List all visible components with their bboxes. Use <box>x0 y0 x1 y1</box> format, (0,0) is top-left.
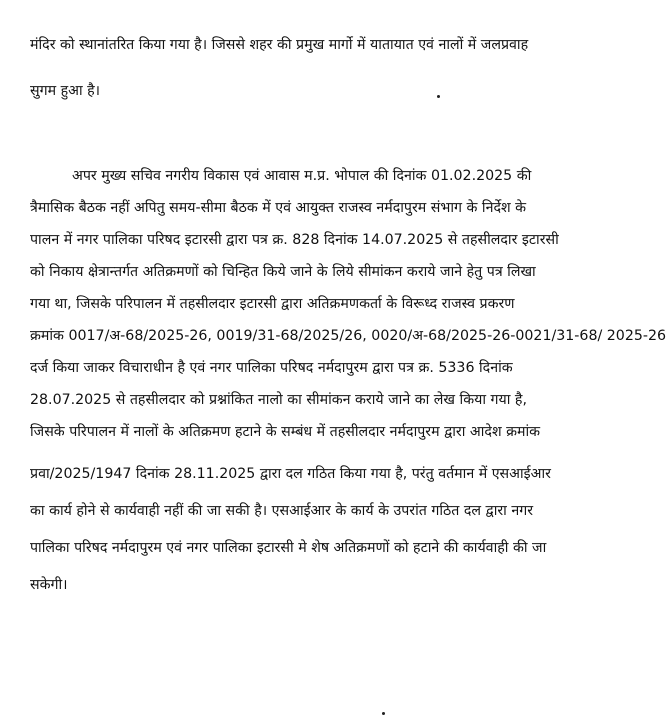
paragraph-2-line-6: क्रमांक 0017/अ-68/2025-26, 0019/31-68/2025/26, 0020/अ-68/2025-26-0021/31-68/ 2025-26 <box>30 328 666 344</box>
paragraph-2-line-3: पालन में नगर पालिका परिषद इटारसी द्वारा पत्र क्र. 828 दिनांक 14.07.2025 से तहसीलदार इटारसी <box>30 232 559 248</box>
paragraph-1 <box>30 29 575 107</box>
paragraph-2-line-1: अपर मुख्य सचिव नगरीय विकास एवं आवास म.प्र. भोपाल की दिनांक 01.02.2025 की <box>72 168 532 184</box>
paragraph-2 <box>30 160 666 601</box>
paragraph-2-line-12: पालिका परिषद नर्मदापुरम एवं नगर पालिका इटारसी मे शेष अतिक्रमणों को हटाने की कार्यवाही की जा <box>30 540 547 556</box>
paragraph-2-line-13: सकेगी। <box>30 577 68 593</box>
paragraph-2-line-5: गया था, जिसके परिपालन में तहसीलदार इटारसी द्वारा अतिक्रमणकर्ता के विरूध्द राजस्व प्रकरण <box>30 296 515 312</box>
paragraph-2-line-7: दर्ज किया जाकर विचाराधीन है एवं नगर पालिका परिषद नर्मदापुरम द्वारा पत्र क्र. 5336 दिनांक <box>30 360 513 376</box>
paragraph-2-line-2: त्रैमासिक बैठक नहीं अपितु समय-सीमा बैठक में एवं आयुक्त राजस्व नर्मदापुरम संभाग के निर्देश के <box>30 200 527 216</box>
speck-mark <box>437 95 440 98</box>
paragraph-1-line-2: सुगम हुआ है। <box>30 83 101 99</box>
paragraph-2-line-8: 28.07.2025 से तहसीलदार को प्रश्नांकित नालो का सीमांकन कराये जाने का लेख किया गया है, <box>30 392 527 408</box>
paragraph-2-line-4: को निकाय क्षेत्रान्तर्गत अतिक्रमणों को चिन्हित किये जाने के लिये सीमांकन कराये जाने हेतु पत्र लिखा <box>30 264 536 280</box>
speck-mark <box>382 712 385 715</box>
paragraph-2-line-10: प्रवा/2025/1947 दिनांक 28.11.2025 द्वारा दल गठित किया गया है, परंतु वर्तमान में एसआईआर <box>30 466 551 482</box>
paragraph-2-line-9: जिसके परिपालन में नालों के अतिक्रमण हटाने के सम्बंध में तहसीलदार नर्मदापुरम द्वारा आदेश क्रमांक <box>30 424 541 440</box>
paragraph-2-line-11: का कार्य होने से कार्यवाही नहीं की जा सकी है। एसआईआर के कार्य के उपरांत गठित दल द्वारा नगर <box>30 503 534 519</box>
paragraph-1-line-1: मंदिर को स्थानांतरित किया गया है। जिससे शहर की प्रमुख मार्गो में यातायात एवं नालों में जलप्रवाह <box>30 37 529 53</box>
